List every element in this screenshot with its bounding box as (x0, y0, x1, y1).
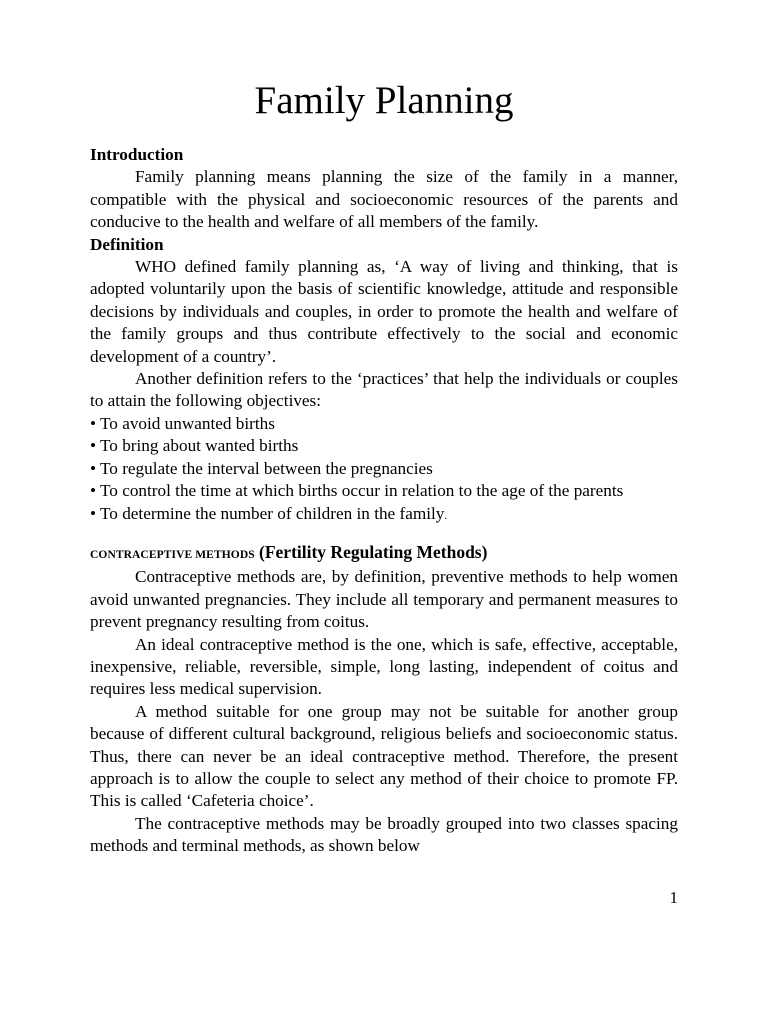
contraceptive-paragraph: The contraceptive methods may be broadly grouped into two classes spacing methods and terminal methods, as shown below (90, 813, 678, 856)
objective-item: • To bring about wanted births (90, 436, 299, 456)
contraceptive-heading-small: CONTRACEPTIVE METHODS (90, 548, 255, 561)
objective-item: • To avoid unwanted births (90, 413, 275, 433)
objectives-list (90, 413, 678, 527)
page-number: 1 (669, 888, 678, 907)
who-definition-paragraph: WHO defined family planning as, ‘A way of living and thinking, that is adopted voluntarily upon the basis of scientific knowledge, attitude and responsible decisions by individuals and couples, in order to promote the health and welfare of the family groups and thus contribute effectively to the social and economic development of a country’. (90, 257, 678, 366)
introduction-heading: Introduction (90, 145, 184, 164)
contraceptive-paragraph: Contraceptive methods are, by definition, preventive methods to help women avoid unwanted pregnancies. They include all temporary and permanent measures to prevent pregnancy resulting from coitus. (90, 567, 678, 632)
page-title: Family Planning (254, 79, 514, 122)
objective-item: • To control the time at which births occur in relation to the age of the parents (90, 481, 624, 501)
objective-item-period: . (444, 509, 448, 522)
contraceptive-paragraph: A method suitable for one group may not be suitable for another group because of different cultural background, religious beliefs and socioeconomic status. Thus, there can never be an ideal contraceptive method. Therefore, the present approach is to allow the couple to select any method of their choice to promote FP. This is called ‘Cafeteria choice’. (90, 701, 678, 811)
contraceptive-paragraph: An ideal contraceptive method is the one, which is safe, effective, acceptable, inexpensive, reliable, reversible, simple, long lasting, independent of coitus and requires less medical supervision. (90, 634, 678, 699)
introduction-paragraph: Family planning means planning the size of the family in a manner, compatible with the physical and socioeconomic resources of the parents and conducive to the health and welfare of all members of the family. (90, 167, 678, 232)
contraceptive-methods-heading (90, 541, 678, 566)
objective-item: • To regulate the interval between the pregnancies (90, 458, 433, 478)
document-body (90, 144, 678, 858)
another-definition-paragraph: Another definition refers to the ‘practices’ that help the individuals or couples to attain the following objectives: (90, 369, 678, 411)
contraceptive-heading-large: (Fertility Regulating Methods) (259, 541, 488, 562)
objective-item-last (90, 503, 678, 527)
definition-heading: Definition (90, 234, 164, 254)
objective-item-text: • To determine the number of children in the family (90, 503, 445, 523)
